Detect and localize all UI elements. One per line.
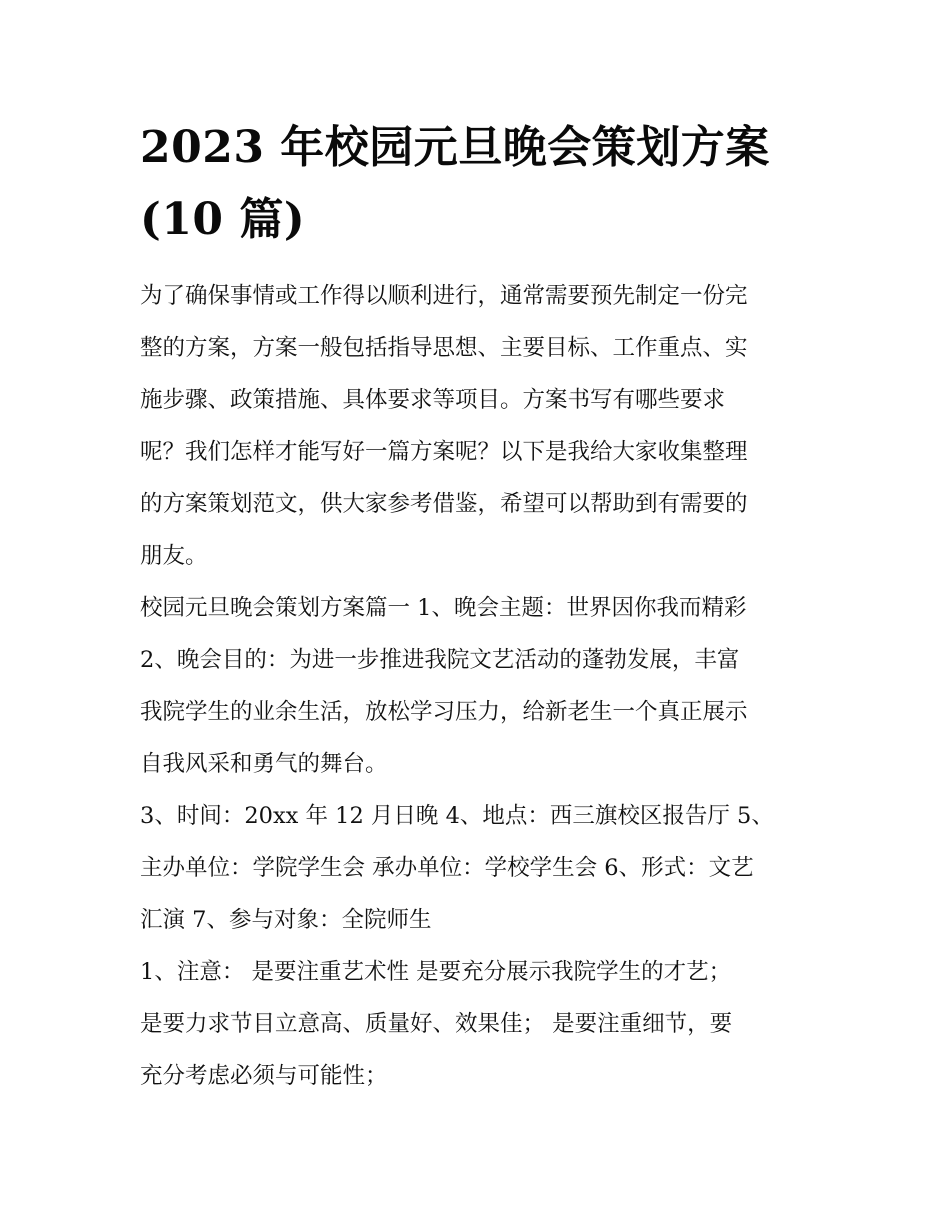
document-page (140, 112, 820, 1102)
text-line: 1、注意： 是要注重艺术性 是要充分展示我院学生的才艺； (140, 959, 732, 985)
intro-paragraph (140, 270, 820, 582)
text-line: 汇演 7、参与对象：全院师生 (140, 907, 432, 933)
notes-paragraph (140, 946, 820, 1102)
text-line: 是要力求节目立意高、质量好、效果佳； 是要注重细节，要 (140, 1011, 733, 1037)
text-line: 校园元旦晚会策划方案篇一 1、晚会主题：世界因你我而精彩 (140, 595, 747, 621)
document-title (140, 112, 820, 256)
text-line: 朋友。 (140, 543, 208, 569)
text-line: 为了确保事情或工作得以顺利进行，通常需要预先制定一份完 (140, 283, 748, 309)
document-body (140, 270, 820, 1102)
text-line: 施步骤、政策措施、具体要求等项目。方案书写有哪些要求 (140, 387, 726, 413)
text-line: 的方案策划范文，供大家参考借鉴，希望可以帮助到有需要的 (140, 491, 748, 517)
title-line: 2023 年校园元旦晚会策划方案 (140, 122, 770, 173)
title-line: (10 篇) (140, 194, 306, 245)
theme-purpose-paragraph (140, 582, 820, 790)
text-line: 2、晚会目的：为进一步推进我院文艺活动的蓬勃发展，丰富 (140, 647, 740, 673)
text-line: 整的方案，方案一般包括指导思想、主要目标、工作重点、实 (140, 335, 748, 361)
text-line: 主办单位：学院学生会 承办单位：学校学生会 6、形式：文艺 (140, 855, 754, 881)
text-line: 我院学生的业余生活，放松学习压力，给新老生一个真正展示 (140, 699, 748, 725)
time-place-paragraph (140, 790, 820, 946)
text-line: 呢？我们怎样才能写好一篇方案呢？以下是我给大家收集整理 (140, 439, 748, 465)
text-line: 充分考虑必须与可能性； (140, 1063, 388, 1089)
text-line: 自我风采和勇气的舞台。 (140, 751, 388, 777)
text-line: 3、时间：20xx 年 12 月日晚 4、地点：西三旗校区报告厅 5、 (140, 803, 774, 829)
